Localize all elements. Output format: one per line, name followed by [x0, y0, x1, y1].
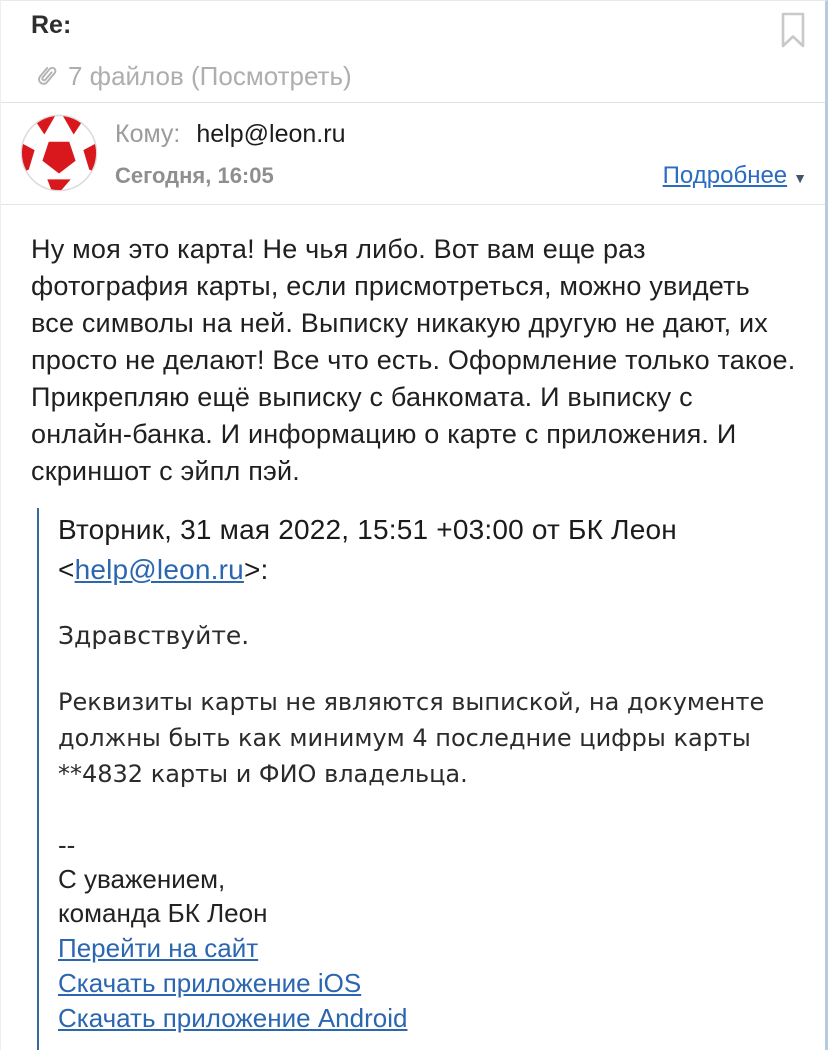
quoted-email-link[interactable]: help@leon.ru: [74, 554, 244, 585]
quote-message-text: Реквизиты карты не являются выпиской, на документе должны быть как минимум 4 последние цифры карты **4832 карты и ФИО владельца.: [58, 688, 765, 788]
signature-line-1: С уважением,: [58, 864, 226, 894]
attachments-label: 7 файлов (Посмотреть): [68, 61, 352, 91]
bookmark-icon: [779, 11, 807, 49]
body-paragraph-2: Прикрепляю ещё выписку с банкомата. И выписку с онлайн-банка. И информацию о карте с приложения. И скриншот с эйпл пэй.: [31, 382, 737, 486]
to-label: Кому:: [115, 120, 181, 148]
recipient-email[interactable]: help@leon.ru: [196, 120, 346, 148]
quoted-message: [37, 508, 797, 1050]
sent-date: Сегодня, 16:05: [115, 163, 274, 188]
leon-football-logo-icon: [20, 114, 98, 192]
quote-greeting: Здравствуйте.: [58, 621, 250, 650]
bracket-close: >:: [243, 554, 269, 585]
avatar[interactable]: [20, 114, 98, 192]
message-body: [1, 205, 825, 1050]
subject-title: Re:: [31, 11, 72, 39]
bookmark-flag-button[interactable]: [779, 11, 807, 54]
link-go-to-site[interactable]: Перейти на сайт: [58, 933, 259, 963]
link-download-ios[interactable]: Скачать приложение iOS: [58, 968, 362, 998]
signature-line-2: команда БК Леон: [58, 898, 268, 928]
subject-header: [1, 1, 825, 103]
paperclip-icon: [34, 63, 57, 89]
chevron-down-icon: ▼: [793, 169, 807, 186]
signature-links: [58, 931, 797, 1036]
attachments-row[interactable]: [34, 60, 807, 92]
quote-date-text: Вторник, 31 мая 2022, 15:51 +03:00 от БК Леон: [58, 514, 677, 545]
sender-card: [1, 103, 825, 205]
bracket-open: <: [58, 554, 75, 585]
signature-delimiter: --: [58, 830, 76, 860]
details-link[interactable]: Подробнее: [662, 162, 788, 189]
details-toggle[interactable]: [663, 162, 807, 190]
body-paragraph-1: Ну моя это карта! Не чья либо. Вот вам еще раз фотография карты, если присмотреться, можно увидеть все символы на ней. Выписку никакую другую не дают, их просто не делают! Все что есть. Оформление только такое.: [31, 234, 796, 375]
link-download-android[interactable]: Скачать приложение Android: [58, 1003, 408, 1033]
sender-info: [115, 114, 809, 190]
quote-date-line: [58, 510, 797, 590]
